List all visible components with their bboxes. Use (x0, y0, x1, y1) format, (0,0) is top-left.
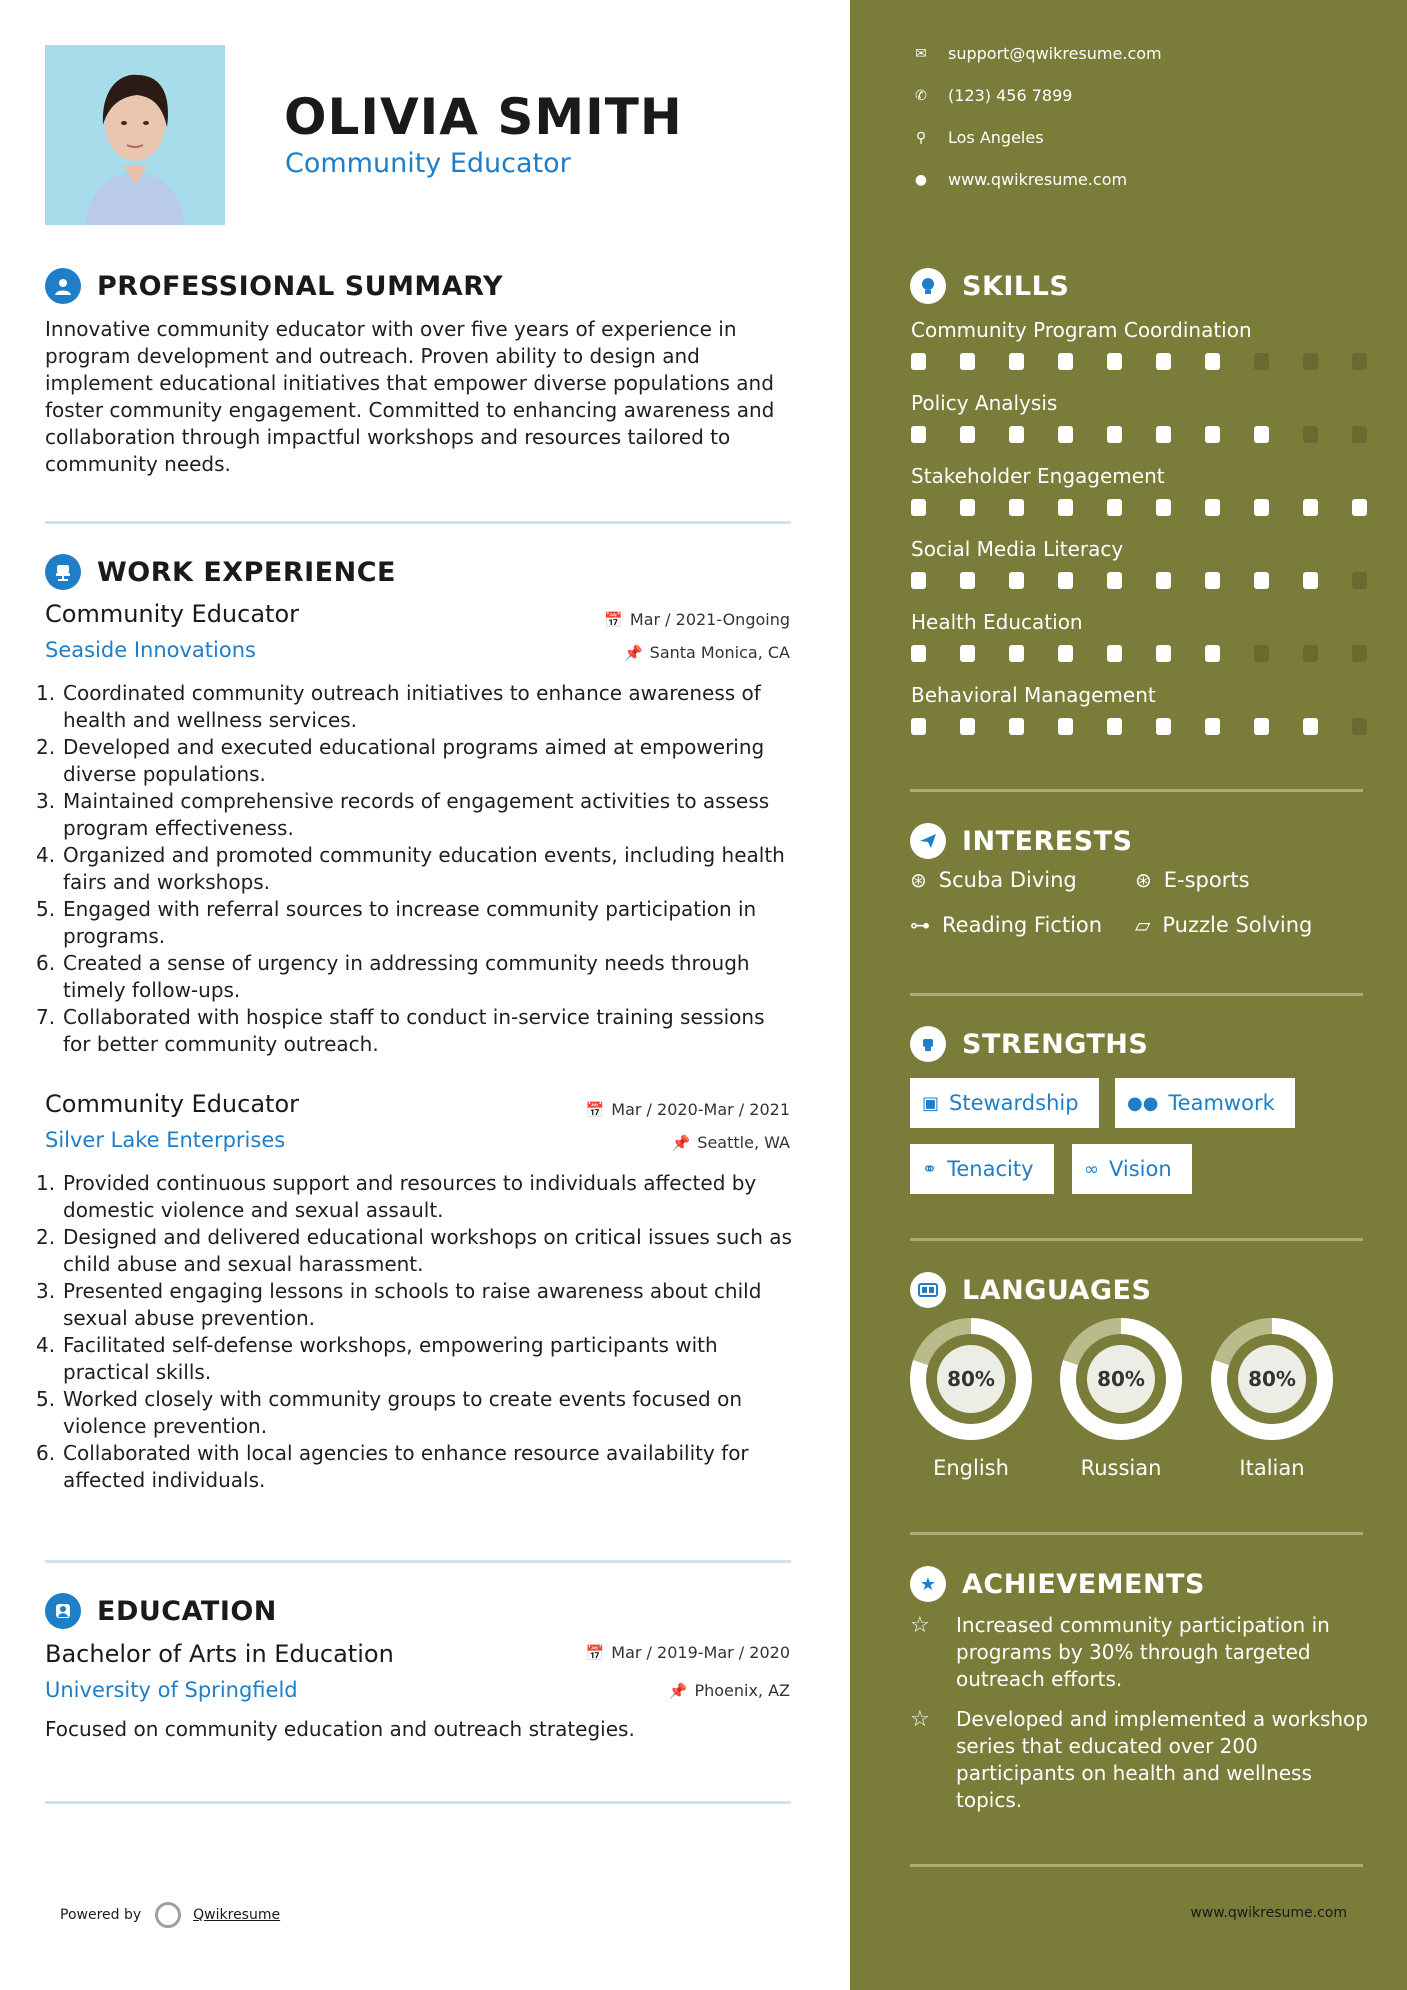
book-icon: ▱ (1135, 913, 1151, 937)
strength-tag: ⚭ Tenacity (910, 1144, 1054, 1194)
list-item: 4. Facilitated self-defense workshops, empowering participants with practical skills. (36, 1333, 718, 1384)
rating-dot-filled (1156, 572, 1171, 589)
users-icon: ●● (1127, 1092, 1159, 1114)
education-location-text: Phoenix, AZ (694, 1681, 790, 1700)
map-marker-icon: ⚲ (915, 129, 927, 146)
rating-dot-filled (1303, 718, 1318, 735)
skill-rating (911, 426, 1401, 443)
rating-dot-filled (1303, 499, 1318, 516)
language-item (910, 1318, 1032, 1480)
pin-icon: 📌 (623, 643, 643, 662)
interest-item: ⊛ E-sports (1135, 868, 1250, 892)
strength-tag: ∞ Vision (1072, 1144, 1192, 1194)
candidate-role: Community Educator (285, 148, 571, 179)
list-item: 5. Engaged with referral sources to increase community participation in programs. (36, 897, 757, 948)
skill-rating (911, 353, 1401, 370)
calendar-icon: 📅 (604, 610, 623, 629)
contact-email-text[interactable]: support@qwikresume.com (948, 44, 1162, 63)
list-item: 6. Created a sense of urgency in addressing community needs through timely follow-ups. (36, 951, 750, 1002)
briefcase-icon: ▣ (922, 1092, 940, 1114)
rating-dot-filled (1254, 499, 1269, 516)
calendar-icon: 📅 (585, 1643, 605, 1662)
skill-label: Behavioral Management (911, 683, 1156, 707)
strengths-title: STRENGTHS (962, 1028, 1149, 1060)
rating-dot-filled (1058, 426, 1073, 443)
rating-dot-filled (960, 426, 975, 443)
rating-dot-filled (1107, 645, 1122, 662)
skill-label: Stakeholder Engagement (911, 464, 1165, 488)
paper-plane-icon (910, 823, 946, 859)
language-name: Russian (1080, 1456, 1162, 1480)
rating-dot-filled (1107, 353, 1122, 370)
skill-label: Health Education (911, 610, 1083, 634)
rating-dot-filled (1009, 645, 1024, 662)
powered-by (60, 1902, 280, 1928)
contact-location (912, 128, 1044, 147)
rating-dot-filled (960, 718, 975, 735)
rating-dot-filled (1205, 426, 1220, 443)
contact-phone-text: (123) 456 7899 (948, 86, 1073, 105)
candidate-name: OLIVIA SMITH (284, 88, 683, 146)
rating-dot-empty (1254, 645, 1269, 662)
rating-dot-filled (1107, 426, 1122, 443)
divider (45, 521, 791, 524)
rating-dot-filled (1254, 426, 1269, 443)
rating-dot-filled (1009, 572, 1024, 589)
strengths-heading (910, 1026, 1148, 1062)
rating-dot-filled (1058, 718, 1073, 735)
rating-dot-filled (911, 645, 926, 662)
rating-dot-filled (1107, 499, 1122, 516)
rating-dot-filled (1156, 426, 1171, 443)
rating-dot-filled (1156, 718, 1171, 735)
achievement-item: ☆ Increased community participation in programs by 30% through targeted outreach efforts. (910, 1613, 1330, 1691)
translate-icon (910, 1272, 946, 1308)
footer-website[interactable]: www.qwikresume.com (1190, 1905, 1347, 1921)
rating-dot-empty (1352, 718, 1367, 735)
rating-dot-filled (1009, 499, 1024, 516)
rating-dot-filled (1009, 718, 1024, 735)
degree: Bachelor of Arts in Education (45, 1640, 394, 1668)
education-heading (45, 1593, 277, 1629)
job-company: Seaside Innovations (45, 638, 256, 662)
list-item: 7. Collaborated with hospice staff to conduct in-service training sessions for better community outreach. (36, 1005, 765, 1056)
rating-dot-filled (960, 353, 975, 370)
globe-icon: ● (914, 171, 928, 188)
rating-dot-empty (1303, 426, 1318, 443)
language-percent: 80% (937, 1345, 1005, 1413)
language-name: Italian (1239, 1456, 1305, 1480)
rating-dot-filled (1107, 572, 1122, 589)
job-location-text: Seattle, WA (697, 1133, 790, 1152)
graduate-icon (45, 1593, 81, 1629)
sidebar (850, 0, 1407, 1990)
list-item: 2. Designed and delivered educational workshops on critical issues such as child abuse and sexual harassment. (36, 1225, 792, 1276)
language-percent: 80% (1238, 1345, 1306, 1413)
rating-dot-filled (1156, 645, 1171, 662)
job-bullets (36, 1170, 796, 1494)
job-location (672, 1133, 790, 1152)
skill-label: Community Program Coordination (911, 318, 1252, 342)
strength-tag: ▣ Stewardship (910, 1078, 1099, 1128)
list-item: 3. Presented engaging lessons in schools to raise awareness about child sexual abuse prevention. (36, 1279, 762, 1330)
phone-icon: ✆ (915, 87, 927, 104)
rating-dot-empty (1352, 426, 1367, 443)
pin-icon: 📌 (668, 1681, 688, 1700)
rating-dot-filled (1156, 353, 1171, 370)
divider (910, 993, 1363, 996)
job-title: Community Educator (45, 1090, 300, 1118)
rating-dot-filled (1254, 718, 1269, 735)
rating-dot-filled (1058, 499, 1073, 516)
list-item: 5. Worked closely with community groups to create events focused on violence prevention. (36, 1387, 743, 1438)
interest-item: ▱ Puzzle Solving (1135, 913, 1313, 937)
qwikresume-logo-icon (155, 1902, 181, 1928)
contact-phone (912, 86, 1072, 105)
rating-dot-filled (1254, 572, 1269, 589)
divider (910, 1532, 1363, 1535)
link-icon: ⚭ (922, 1158, 938, 1180)
language-item (1060, 1318, 1182, 1480)
interest-item: ⊶ Reading Fiction (910, 913, 1103, 937)
contact-website-text[interactable]: www.qwikresume.com (948, 170, 1128, 189)
language-ring (1211, 1318, 1333, 1440)
language-item (1211, 1318, 1333, 1480)
language-ring (1060, 1318, 1182, 1440)
achievements-title: ACHIEVEMENTS (962, 1568, 1205, 1600)
list-item: 4. Organized and promoted community education events, including health fairs and workshops. (36, 843, 785, 894)
education-date-text: Mar / 2019-Mar / 2020 (611, 1643, 790, 1662)
interest-item: ⊛ Scuba Diving (910, 868, 1077, 892)
summary-heading (45, 268, 503, 304)
profile-photo (45, 45, 225, 225)
rating-dot-filled (960, 499, 975, 516)
rating-dot-filled (1352, 499, 1367, 516)
strength-tag: ●● Teamwork (1115, 1078, 1295, 1128)
rating-dot-filled (1205, 572, 1220, 589)
skill-rating (911, 718, 1401, 735)
interests-title: INTERESTS (962, 825, 1133, 857)
lightbulb-icon (910, 268, 946, 304)
interests-heading (910, 823, 1133, 859)
calendar-icon: 📅 (585, 1100, 605, 1119)
rating-dot-filled (1009, 426, 1024, 443)
rating-dot-filled (1205, 718, 1220, 735)
rating-dot-filled (1205, 645, 1220, 662)
rating-dot-filled (911, 499, 926, 516)
lifebuoy-icon: ⊛ (910, 868, 927, 892)
job-date-text: Mar / 2020-Mar / 2021 (611, 1100, 790, 1119)
contact-website (912, 170, 1127, 189)
list-item: 6. Collaborated with local agencies to enhance resource availability for affected individuals. (36, 1441, 749, 1492)
envelope-icon: ✉ (915, 45, 927, 62)
list-item: 1. Provided continuous support and resources to individuals affected by domestic violence and sexual assault. (36, 1171, 757, 1222)
job-location-text: Santa Monica, CA (649, 643, 790, 662)
contact-location-text: Los Angeles (948, 128, 1044, 147)
divider (910, 1238, 1363, 1241)
rating-dot-filled (1303, 572, 1318, 589)
brand-link[interactable]: Qwikresume (193, 1907, 281, 1923)
rating-dot-filled (1058, 353, 1073, 370)
divider (910, 1864, 1363, 1867)
list-item: 1. Coordinated community outreach initiatives to enhance awareness of health and wellness services. (36, 681, 761, 732)
pin-icon: 📌 (671, 1133, 691, 1152)
job-date (586, 1100, 790, 1119)
job-company: Silver Lake Enterprises (45, 1128, 286, 1152)
powered-by-label: Powered by (60, 1907, 142, 1923)
star-badge-icon: ★ (910, 1566, 946, 1602)
rating-dot-filled (1156, 499, 1171, 516)
divider (910, 789, 1363, 792)
skill-rating (911, 645, 1401, 662)
summary-title: PROFESSIONAL SUMMARY (97, 270, 504, 302)
job-date-text: Mar / 2021-Ongoing (629, 610, 790, 629)
gamepad-icon: ⊶ (910, 913, 930, 937)
list-item: 3. Maintained comprehensive records of engagement activities to assess program effectiveness. (36, 789, 770, 840)
rating-dot-empty (1254, 353, 1269, 370)
contact-email (912, 44, 1162, 63)
shooting-star-icon: ☆ (910, 1707, 930, 1732)
rating-dot-filled (960, 645, 975, 662)
job-date (604, 610, 790, 629)
rating-dot-empty (1352, 353, 1367, 370)
list-item: 2. Developed and executed educational programs aimed at empowering diverse populations. (36, 735, 765, 786)
rating-dot-filled (1058, 572, 1073, 589)
rating-dot-filled (960, 572, 975, 589)
rating-dot-filled (911, 572, 926, 589)
rating-dot-empty (1352, 572, 1367, 589)
rating-dot-filled (911, 718, 926, 735)
languages-heading (910, 1272, 1151, 1308)
rating-dot-filled (1058, 645, 1073, 662)
languages-title: LANGUAGES (962, 1274, 1152, 1306)
skill-label: Social Media Literacy (911, 537, 1124, 561)
skills-heading (910, 268, 1069, 304)
achievements-heading (910, 1566, 1205, 1602)
achievement-item: ☆ Developed and implemented a workshop series that educated over 200 participants on health and wellness topics. (910, 1707, 1368, 1812)
divider (45, 1560, 791, 1563)
lifebuoy-icon: ⊛ (1135, 868, 1152, 892)
shooting-star-icon: ☆ (910, 1613, 930, 1638)
summary-text: Innovative community educator with over five years of experience in program development and outreach. Proven ability to design and implement educational initiatives that empower diverse populations and foster community engagement. Committed to enhancing awareness and collaboration through impactful workshops and resources tailored to community needs. (45, 317, 775, 476)
rating-dot-empty (1303, 353, 1318, 370)
fist-icon (910, 1026, 946, 1062)
skill-label: Policy Analysis (911, 391, 1058, 415)
rating-dot-filled (1205, 499, 1220, 516)
rating-dot-filled (1107, 718, 1122, 735)
skill-rating (911, 499, 1401, 516)
school: University of Springfield (45, 1678, 298, 1702)
job-title: Community Educator (45, 600, 300, 628)
work-heading (45, 554, 396, 590)
language-ring (910, 1318, 1032, 1440)
education-location (669, 1681, 790, 1700)
rating-dot-filled (1009, 353, 1024, 370)
rating-dot-filled (911, 353, 926, 370)
work-title: WORK EXPERIENCE (97, 556, 396, 588)
divider (45, 1801, 791, 1804)
rating-dot-empty (1303, 645, 1318, 662)
education-text: Focused on community education and outreach strategies. (45, 1717, 635, 1741)
rating-dot-filled (1205, 353, 1220, 370)
skills-title: SKILLS (962, 270, 1070, 302)
skill-rating (911, 572, 1401, 589)
language-name: English (933, 1456, 1009, 1480)
user-icon (45, 268, 81, 304)
rating-dot-empty (1352, 645, 1367, 662)
job-location (624, 643, 790, 662)
language-percent: 80% (1087, 1345, 1155, 1413)
education-title: EDUCATION (97, 1595, 277, 1627)
binoculars-icon: ∞ (1084, 1158, 1099, 1180)
rating-dot-filled (911, 426, 926, 443)
education-date (586, 1643, 790, 1662)
briefcase-chair-icon (45, 554, 81, 590)
job-bullets (36, 680, 796, 1058)
